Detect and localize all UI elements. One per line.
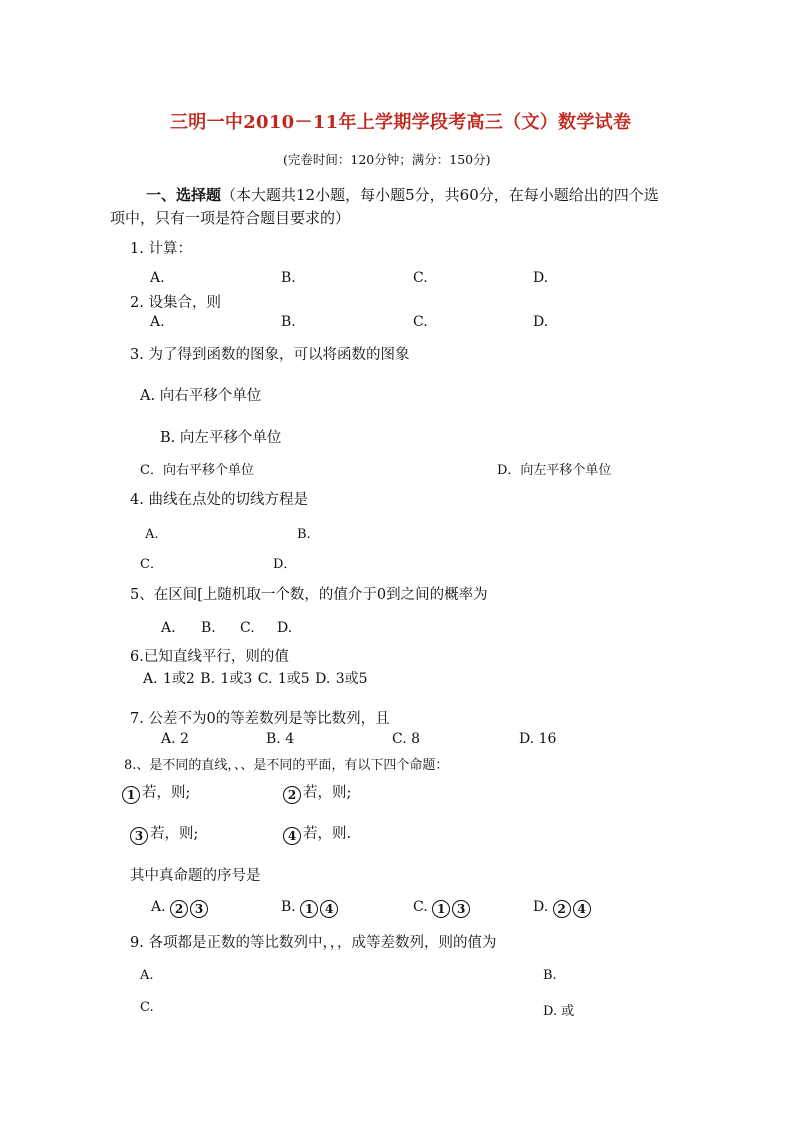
question-4-option-c: C． [140, 557, 163, 572]
circled-number: 3 [130, 827, 148, 845]
question-8-option-b [281, 899, 340, 918]
circled-number: 2 [553, 900, 571, 918]
option-letter: B. [281, 899, 296, 915]
question-9-option-b: B. [543, 968, 557, 983]
circled-number: 2 [283, 786, 301, 804]
question-4-stem: 4. 曲线在点处的切线方程是 [130, 492, 308, 508]
proposition-text: 若，则; [142, 785, 191, 801]
question-3-option-d: D．向左平移个单位 [497, 463, 612, 478]
question-8-prompt: 其中真命题的序号是 [130, 868, 261, 884]
question-3-option-c: C．向右平移个单位 [140, 463, 254, 478]
question-1-option-a: A. [150, 270, 165, 286]
question-2-option-b: B. [281, 314, 296, 330]
option-letter: D. [533, 899, 549, 915]
question-3-stem: 3. 为了得到函数的图象，可以将函数的图象 [130, 347, 410, 363]
circled-number: 4 [320, 900, 338, 918]
circled-number: 1 [122, 786, 140, 804]
question-4-option-d: D． [273, 557, 297, 572]
question-8-option-a [151, 899, 210, 918]
proposition-text: 若，则; [303, 785, 352, 801]
proposition-text: 若，则. [303, 826, 352, 842]
question-7-option-a: A. 2 [161, 731, 189, 747]
question-4-option-a: A. [145, 527, 159, 542]
circled-number: 4 [283, 827, 301, 845]
question-6-options: A. 1或2 B. 1或3 C. 1或5 D. 3或5 [143, 671, 368, 687]
question-8-stem: 8.、是不同的直线，、、是不同的平面，有以下四个命题： [124, 758, 449, 773]
question-5-option-a: A. [161, 620, 176, 636]
option-letter: C. [413, 899, 428, 915]
question-3-option-b: B. 向左平移个单位 [160, 430, 282, 446]
circled-number: 3 [190, 900, 208, 918]
section-instruction-line2: 项中，只有一项是符合题目要求的） [110, 209, 351, 227]
circled-number: 1 [432, 900, 450, 918]
question-5-option-d: D. [277, 620, 293, 636]
question-2-option-d: D. [533, 314, 549, 330]
question-8-proposition-2 [283, 781, 351, 804]
question-7-option-b: B. 4 [266, 731, 295, 747]
question-7-stem: 7. 公差不为0的等差数列是等比数列，且 [130, 711, 390, 727]
question-6-stem: 6.已知直线平行，则的值 [130, 649, 289, 665]
question-9-option-a: A. [140, 968, 154, 983]
option-letter: A. [151, 899, 166, 915]
question-5-option-b: B. [201, 620, 216, 636]
section-heading: 一、选择题 [146, 186, 222, 204]
page-title: 三明一中2010－11年上学期学段考高三（文）数学试卷 [170, 112, 632, 133]
question-8-option-c [413, 899, 472, 918]
question-2-option-a: A. [150, 314, 165, 330]
section-instruction-line1 [146, 184, 659, 205]
question-8-proposition-1 [122, 781, 190, 804]
question-2-option-c: C. [413, 314, 428, 330]
question-4-option-b: B. [297, 527, 311, 542]
circled-number: 1 [300, 900, 318, 918]
question-7-option-c: C. 8 [392, 731, 421, 747]
question-2-stem: 2. 设集合，则 [130, 295, 221, 311]
question-8-option-d [533, 899, 593, 918]
question-9-stem: 9. 各项都是正数的等比数列中，，，成等差数列，则的值为 [130, 935, 497, 951]
question-3-option-a: A. 向右平移个单位 [140, 388, 262, 404]
question-1-option-b: B. [281, 270, 296, 286]
question-5-stem: 5、在区间[上随机取一个数，的值介于0到之间的概率为 [130, 587, 488, 603]
circled-number: 2 [170, 900, 188, 918]
question-5-option-c: C. [240, 620, 255, 636]
circled-number: 4 [573, 900, 591, 918]
section-instruction: （本大题共12小题，每小题5分，共60分，在每小题给出的四个选 [221, 186, 659, 204]
exam-info: (完卷时间：120分钟；满分：150分) [283, 152, 491, 167]
question-1-option-d: D. [533, 270, 549, 286]
question-8-proposition-3 [130, 822, 198, 845]
question-9-option-d: D. 或 [543, 1004, 575, 1019]
question-1-stem: 1. 计算： [130, 241, 192, 257]
question-9-option-c: C. [140, 1000, 154, 1015]
circled-number: 3 [452, 900, 470, 918]
proposition-text: 若，则; [150, 826, 199, 842]
question-8-proposition-4 [283, 822, 351, 845]
question-7-option-d: D. 16 [519, 731, 557, 747]
question-1-option-c: C. [413, 270, 428, 286]
